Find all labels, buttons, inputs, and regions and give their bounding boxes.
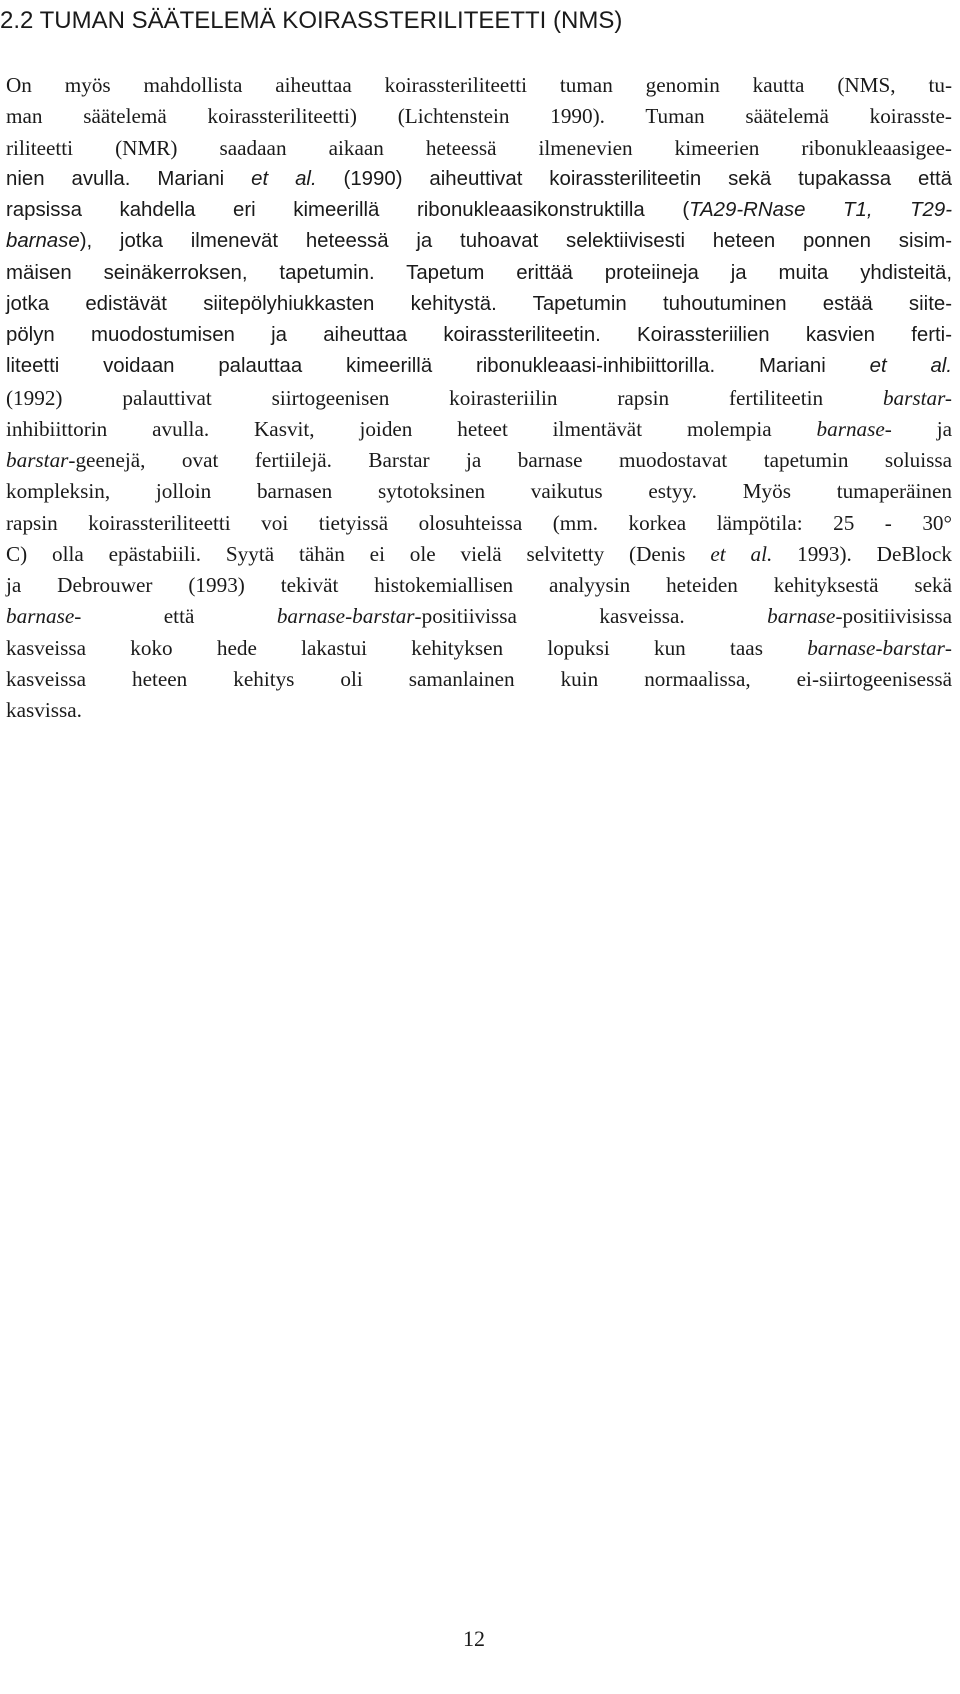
italic-term: barstar- <box>882 385 952 410</box>
text-run: mäisen seinäkerroksen, tapetumin. Tapetum erittää proteiineja ja muita yhdisteitä, <box>6 261 952 284</box>
text-run: kasvissa. <box>6 698 82 722</box>
text-line <box>6 476 952 507</box>
text-line <box>6 226 952 257</box>
text-run: riliteetti (NMR) saadaan aikaan heteessä ilmenevien kimeerien ribonukleaasigee- <box>6 135 952 160</box>
italic-term: barnase <box>6 230 80 253</box>
italic-term: barnase- <box>6 604 82 629</box>
text-line <box>6 320 952 351</box>
text-run: rapsin koirassteriliteetti voi tietyissä olosuhteissa (mm. korkea lämpötila: 25 - 30° <box>6 510 952 535</box>
text-run: jotka edistävät siitepölyhiukkasten kehitystä. Tapetumin tuhoutuminen estää siite- <box>6 292 952 315</box>
text-run: -positiivisissa <box>835 604 952 629</box>
text-line <box>6 539 952 570</box>
text-run: rapsissa kahdella eri kimeerillä ribonukleaasikonstruktilla ( <box>6 199 690 221</box>
text-line <box>6 570 952 601</box>
text-line <box>6 164 952 195</box>
text-run: -positiivissa kasveissa. <box>414 604 768 629</box>
italic-term: et al. <box>869 355 952 378</box>
italic-term: barnase-barstar <box>807 635 945 660</box>
text-run: kasveissa heteen kehitys oli samanlainen kuin normaalissa, ei-siirtogeenisessä <box>6 666 952 691</box>
page-number: 12 <box>463 1626 485 1651</box>
italic-term: barnase- <box>816 416 892 441</box>
italic-term: barnase <box>767 604 836 629</box>
text-line <box>6 133 952 164</box>
text-line <box>6 383 952 414</box>
text-run: man säätelemä koirassteriliteetti) (Lichtenstein 1990). Tuman säätelemä koirasste- <box>6 104 952 129</box>
text-run: inhibiittorin avulla. Kasvit, joiden heteet ilmentävät molempia <box>6 416 817 441</box>
text-line <box>6 414 952 445</box>
text-run: C) olla epästabiili. Syytä tähän ei ole vielä selvitetty (Denis <box>6 541 711 566</box>
text-run: -geenejä, ovat fertiilejä. Barstar ja barnase muodostavat tapetumin soluissa <box>68 448 952 472</box>
section-heading: 2.2 TUMAN SÄÄTELEMÄ KOIRASSTERILITEETTI (NMS) <box>0 7 623 34</box>
text-run: ), jotka ilmenevät heteessä ja tuhoavat selektiivisesti heteen ponnen sisim- <box>79 230 952 253</box>
text-run: - <box>944 635 952 660</box>
text-line <box>6 351 952 382</box>
text-line <box>6 601 952 632</box>
text-line <box>6 258 952 289</box>
text-line <box>6 664 952 695</box>
text-run: On myös mahdollista aiheuttaa koirassteriliteetti tuman genomin kautta (NMS, tu- <box>6 73 952 97</box>
text-run: liteetti voidaan palauttaa kimeerillä ribonukleaasi-inhibiittorilla. Mariani <box>6 355 870 378</box>
text-run: ja <box>891 416 952 441</box>
text-line <box>6 633 952 664</box>
text-line <box>6 445 952 476</box>
text-run: ja Debrouwer (1993) tekivät histokemiallisen analyysin heteiden kehityksestä sekä <box>6 573 952 597</box>
text-line <box>6 70 952 101</box>
text-run: että <box>81 604 277 629</box>
text-run: (1990) aiheuttivat koirassteriliteetin sekä tupakassa että <box>316 167 952 190</box>
text-run: kompleksin, jolloin barnasen sytotoksinen vaikutus estyy. Myös tumaperäinen <box>6 479 952 504</box>
body-paragraph <box>6 70 952 726</box>
italic-term: barnase-barstar <box>276 604 415 629</box>
italic-term: TA29-RNase T1, T29- <box>689 199 952 221</box>
text-run: (1992) palauttivat siirtogeenisen koirasteriilin rapsin fertiliteetin <box>6 385 883 410</box>
text-run: kasveissa koko hede lakastui kehityksen lopuksi kun taas <box>6 635 808 660</box>
text-line <box>6 289 952 320</box>
text-run: pölyn muodostumisen ja aiheuttaa koirassteriliteetin. Koirassteriilien kasvien ferti- <box>6 324 952 346</box>
text-line <box>6 195 952 226</box>
text-line <box>6 101 952 132</box>
text-run: 1993). DeBlock <box>772 541 952 566</box>
italic-term: barstar <box>6 448 69 472</box>
text-line <box>6 508 952 539</box>
text-line <box>6 695 952 726</box>
italic-term: et al. <box>710 541 773 566</box>
text-run: nien avulla. Mariani <box>6 167 252 190</box>
italic-term: et al. <box>251 167 317 190</box>
